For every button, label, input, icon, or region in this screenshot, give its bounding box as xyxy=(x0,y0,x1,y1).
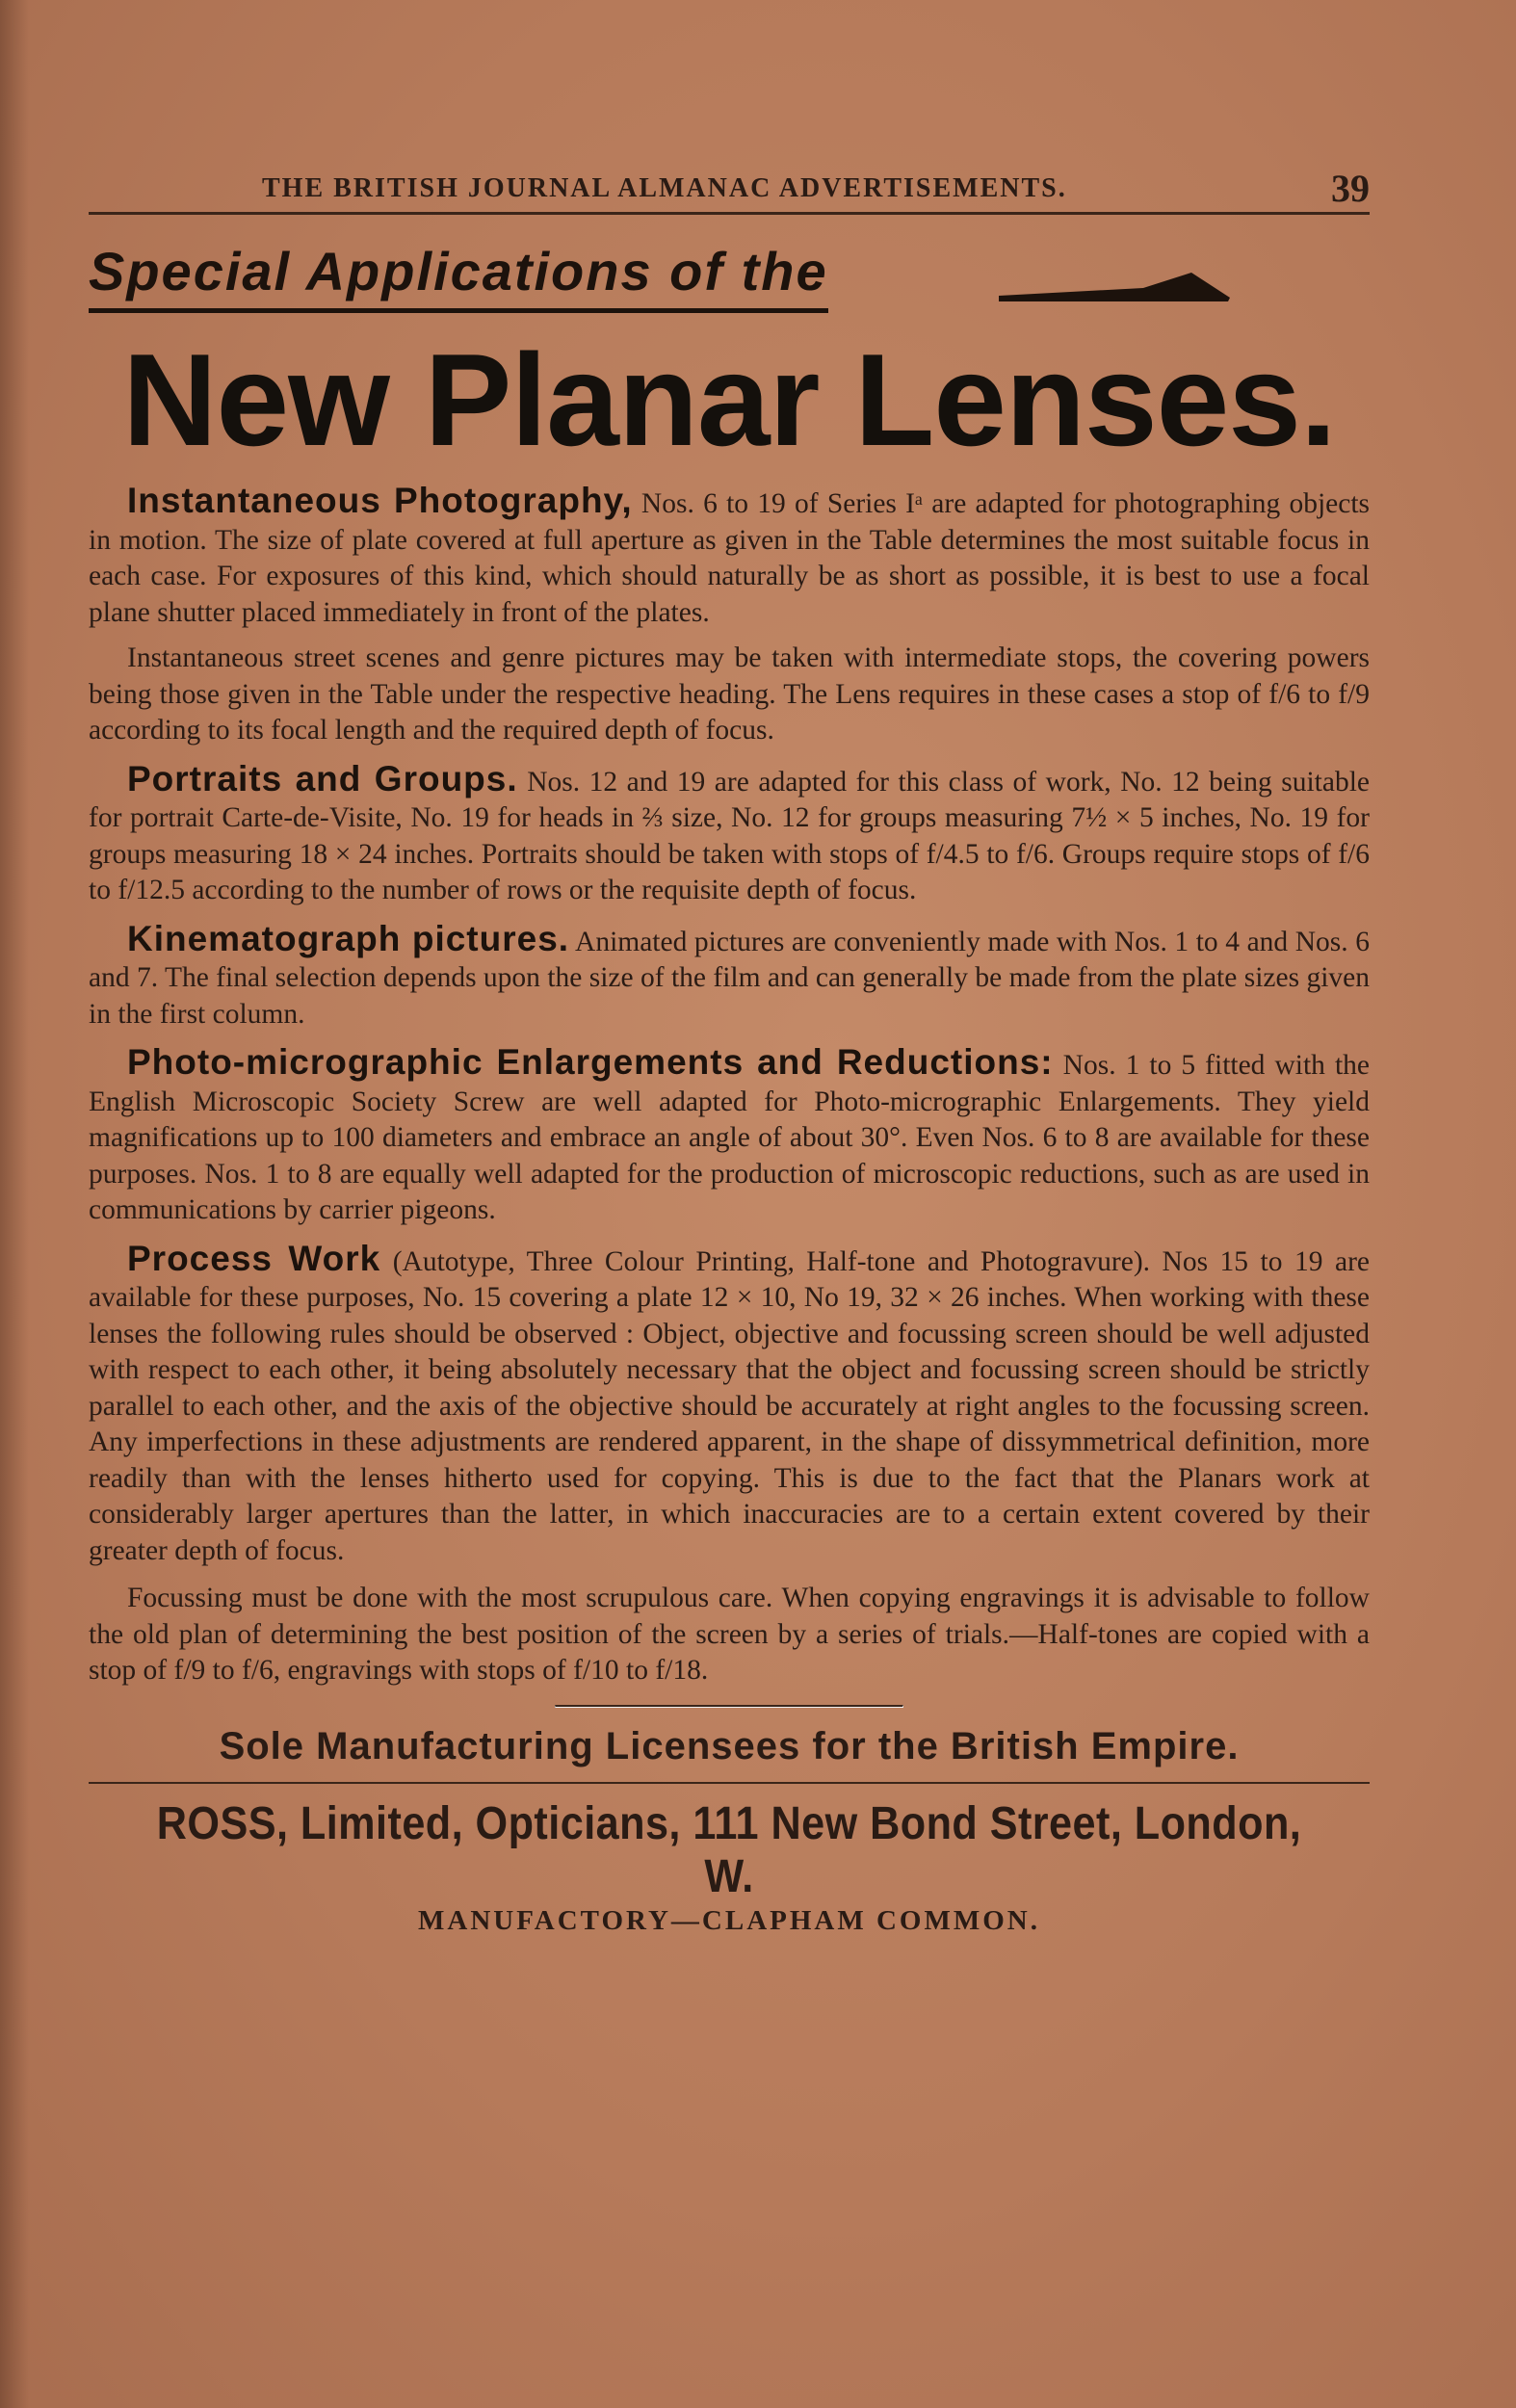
section-photomicrographic xyxy=(89,1044,1370,1229)
section-body: (Autotype, Three Colour Printing, Half-tone and Photogravure). Nos 15 to 19 are available for these purposes, No. 15 covering a plate 12 × 10, No 19, 32 × 26 inches. When working with these lenses the following rules should be observed : Object, objective and focussing screen should be well adjusted with respect to each other, it being absolutely necessary that the object and focussing screen should be strictly parallel to each other, and the axis of the objective should be accurately at right angles to the focussing screen. Any imperfections in these adjustments are rendered apparent, in the shape of dissymmetrical definition, more readily than with the lenses hitherto used for copying. This is due to the fact that the Planars work at considerably larger apertures than the latter, in which inaccuracies are to a certain extent covered by their greater depth of focus. xyxy=(89,1245,1370,1566)
page-number: 39 xyxy=(1331,167,1370,210)
section-body: Animated pictures are conveniently made with Nos. 1 to 4 and Nos. 6 and 7. The final selection depends upon the size of the film and can generally be made from the plate sizes given in the first column. xyxy=(89,926,1370,1030)
section-process-work xyxy=(89,1238,1370,1570)
section-portraits xyxy=(89,758,1371,909)
headline-kicker-row xyxy=(89,222,1370,319)
headline-kicker: Special Applications of the xyxy=(89,240,828,313)
section-extra: Instantaneous street scenes and genre pictures may be taken with intermediate stops, the covering powers being those given in the Table under the respective heading. The Lens requires in these cases a stop of f/6 to f/9 according to its focal length and the required depth of focus. xyxy=(89,642,1370,746)
section-kinematograph xyxy=(89,918,1370,1034)
footer-rule xyxy=(89,1782,1370,1784)
section-lead: Instantaneous Photography, xyxy=(127,481,633,520)
advertisement-page xyxy=(89,154,1370,1937)
section-instantaneous xyxy=(89,483,1370,749)
section-lead: Portraits and Groups. xyxy=(127,758,518,798)
section-body: Nos. 6 to 19 of Series Iᵃ are adapted for photographing objects in motion. The size of plate covered at full aperture as given in the Table determines the most suitable focus in each case. For exposures of this kind, which should naturally be as short as possible, it is best to use a focal plane shutter placed immediately in front of the plates. xyxy=(89,488,1371,628)
factory-line: MANUFACTORY—CLAPHAM COMMON. xyxy=(418,1904,1040,1936)
arrow-decoration-icon xyxy=(999,269,1230,307)
short-divider xyxy=(555,1705,903,1708)
company-address: ROSS, Limited, Opticians, 111 New Bond Street, London, W. xyxy=(156,1797,1302,1902)
closing-paragraph: Focussing must be done with the most scrupulous care. When copying engravings it is advisable to follow the old plan of determining the best position of the screen by a series of trials.—Half-tones are copied with a stop of f/9 to f/6, engravings with stops of f/10 to f/18. xyxy=(89,1583,1370,1686)
section-body: Nos. 12 and 19 are adapted for this class of work, No. 12 being suitable for portrait Carte-de-Visite, No. 19 for heads in ⅔ size, No. 12 for groups measuring 7½ × 5 inches, No. 19 for groups measuring 18 × 24 inches. Portraits should be taken with stops of f/4.5 to f/6. Groups require stops of f/6 to f/12.5 according to the number of rows or the requisite depth of focus. xyxy=(89,766,1371,905)
running-title: THE BRITISH JOURNAL ALMANAC ADVERTISEMENTS. xyxy=(262,173,1067,203)
licensees-line: Sole Manufacturing Licensees for the British Empire. xyxy=(219,1724,1240,1767)
main-title: New Planar Lenses. xyxy=(122,327,1336,473)
running-header xyxy=(89,154,1370,212)
section-body: Nos. 1 to 5 fitted with the English Microscopic Society Screw are well adapted for Photo-micrographic Enlargements. They yield magnifications up to 100 diameters and embrace an angle of about 30°. Even Nos. 6 to 8 are available for these purposes. Nos. 1 to 8 are equally well adapted for the production of microscopic reductions, such as are used in communications by carrier pigeons. xyxy=(89,1050,1370,1225)
header-rule xyxy=(89,212,1370,215)
section-lead: Photo-micrographic Enlargements and Reductions: xyxy=(127,1042,1054,1082)
section-lead: Kinematograph pictures. xyxy=(127,918,570,958)
page-spine-shadow xyxy=(0,0,29,2408)
section-lead: Process Work xyxy=(127,1238,381,1278)
